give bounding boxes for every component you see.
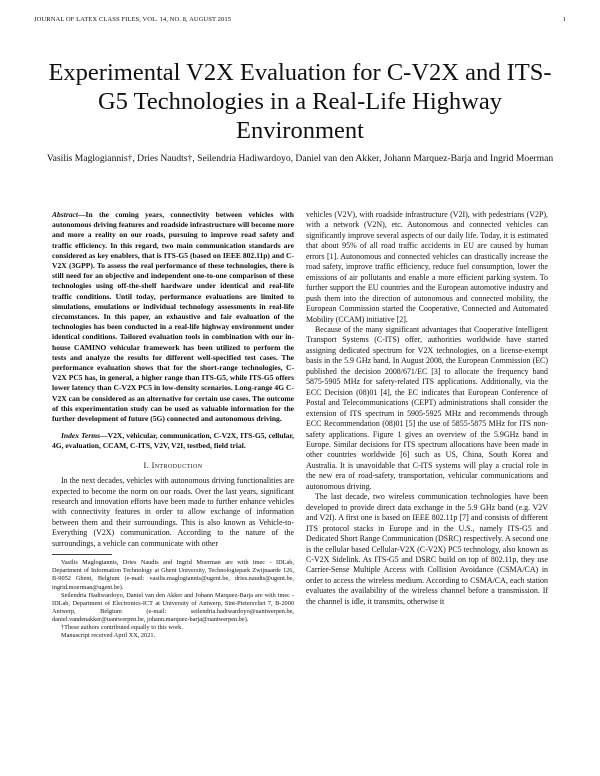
body-paragraph: Because of the many significant advantages that Cooperative Intelligent Transport Systems (C-ITS) offer, authorities worldwide have started assigning dedicated spectrum for V2X technologies, on a license-exempt basis in the 5.9 GHz band. In August 2008, the European Commission (EC) published the decision 2008/671/EC [3] to allocate the frequency band 5875-5905 MHz for safety-related ITS applications. Additionally, via the ECC Decision (08)01 [4], the EC indicates that European Conference of Postal and Telecommunications (CEPT) administrations shall consider the extension of ITS spectrum in 5905-5925 MHz and recommends through ECC Recommendation (08)01 [5] the use of 5855-5875 MHz for ITS non-safety applications. Figure 1 gives an overview of the 5.9GHz band in Europe. Similar decisions for ITS spectrum allocations have been made in other countries worldwide [6] such as US, China, South Korea and Australia. It is unavoidable that C-ITS systems will play a crucial role in the new era of road-safety, transportation, vehicular communications and autonomous driving. xyxy=(306,324,548,491)
section-heading: I. Introduction xyxy=(143,460,203,470)
right-column xyxy=(306,210,548,607)
abstract xyxy=(52,210,294,424)
footnote-rule xyxy=(52,554,112,555)
footnote-affiliation-1: Vasilis Maglogiannis, Dries Naudts and Ingrid Moerman are with imec - IDLab, Department of Information Technology at Ghent University, Technologiepark Zwijnaarde 126, B-9052 Ghent, Belgium (e-mail: vasilis.maglogiannis@ugent.be, dries.naudts@ugent.be, ingrid.moerman@ugent.be). xyxy=(52,559,294,591)
body-paragraph: vehicles (V2V), with roadside infrastructure (V2I), with pedestrians (V2P), with a network (V2N), etc. Autonomous and connected vehicles can significantly improve several aspects of our daily life. Today, it is estimated that about 95% of all road traffic accidents in EU are caused by human errors [1]. Autonomous and connected vehicles can drastically increase the road safety, improve traffic efficiency, reduce fuel consumption, lower the emissions of air pollutants and enable a more efficient parking system. To further support the EU countries and the European automotive industry and push them into the direction of autonomous and connected mobility, the European Commission started the Cooperative, Connected and Automated Mobility (CCAM) initiative [2]. xyxy=(306,210,548,324)
journal-name: JOURNAL OF LATEX CLASS FILES, VOL. 14, NO. 8, AUGUST 2015 xyxy=(34,16,232,23)
body-paragraph: The last decade, two wireless communication technologies have been developed to provide direct data exchange in the 5.9 GHz band (e.g. V2V and V2I). A first one is based on IEEE 802.11p [7] and consists of different ITS protocol stacks in Europe and in the U.S., namely ITS-G5 and Dedicated Short Range Communication (DSRC) respectively. A second one is the cellular based Cellular-V2X (C-V2X) PC5 technology, also known as C-V2X Sidelink. As ITS-G5 and DSRC build on top of 802.11p, they use Carrier-Sense Multiple Access with Collision Avoidance (CSMA/CA) in order to access the wireless medium. According to CSMA/CA, each station evaluates the availability of the wireless channel before a transmission. If the channel is idle, it transmits, otherwise it xyxy=(306,492,548,606)
intro-paragraph: In the next decades, vehicles with autonomous driving functionalities are expected to become the norm on our roads. Over the last years, significant research and innovation efforts have been made to further enhance vehicles with connectivity features in order to allow exchange of information between them and their surroundings. This is also known as Vehicle-to-Everything (V2X) communication. According to the nature of the surroundings, a vehicle can communicate with other xyxy=(52,476,294,548)
footnote-manuscript-date: Manuscript received April XX, 2021. xyxy=(61,632,156,640)
index-terms-label: Index Terms xyxy=(61,431,101,441)
paper-title: Experimental V2X Evaluation for C-V2X and ITS-G5 Technologies in a Real-Life Highway Environment xyxy=(48,59,552,144)
footnote-affiliation-2: Seilendria Hadiwardoyo, Daniel van den Akker and Johann Marquez-Barja are with imec - IDLab, Department of Electronics-ICT at University of Antwerp, Sint-Pietersvliet 7, B-2000 Antwerp, Belgium (e-mail: seilendria.hadiwardoyo@uantwerpen.be, daniel.vandenakker@uantwerpen.be, johann.marquez-barja@uantwerpen.be). xyxy=(52,591,294,623)
page-number: 1 xyxy=(562,16,566,23)
running-header xyxy=(34,16,566,23)
author-list: Vasilis Maglogiannis†, Dries Naudts†, Seilendria Hadiwardoyo, Daniel van den Akker, Johann Marquez-Barja and Ingrid Moerman xyxy=(46,153,554,164)
footnote-equal-contribution: †These authors contributed equally to this work. xyxy=(61,624,183,632)
left-column xyxy=(52,210,294,640)
abstract-label: Abstract xyxy=(52,210,78,219)
index-terms xyxy=(52,431,294,451)
footnotes xyxy=(52,559,294,640)
abstract-text: —In the coming years, connectivity between vehicles with autonomous driving features and roadside infrastructure will become more and more a reality on our roads, pursuing to improve road safety and traffic efficiency. In this regard, two main communication standards are considered as key enablers, that is ITS-G5 (based on IEEE 802.11p) and C-V2X (3GPP). To assess the real performance of these technologies, there is still need for an objective and independent one-to-one comparison of these technologies using off-the-shelf hardware under identical and real-life traffic conditions. Until today, performance evaluations are limited to simulations, emulations or individual technology assessments in real-life circumstances. In this paper, an exhaustive and fair evaluation of the technologies has been conducted in a real-life highway environment under identical conditions. Tailored evaluation tools in combination with our in-house CAMINO vehicular framework has been utilized to perform the tests and analyze the results for different well-specified test cases. The performance evaluation shows that for the short-range technologies, C-V2X PC5 has, in general, a higher range than ITS-G5, while ITS-G5 offers lower latency than C-V2X PC5 in low-density scenarios. Long-range 4G C-V2X can be considered as an alternative for certain use cases. The outcome of this experimentation study can be used as valuable information for the further development of future (5G) connected and autonomous driving. xyxy=(52,210,294,424)
index-terms-text: —V2X, vehicular, communication, C-V2X, ITS-G5, cellular, 4G, evaluation, CCAM, C-ITS, V2V, V2I, testbed, field trial. xyxy=(52,431,294,451)
